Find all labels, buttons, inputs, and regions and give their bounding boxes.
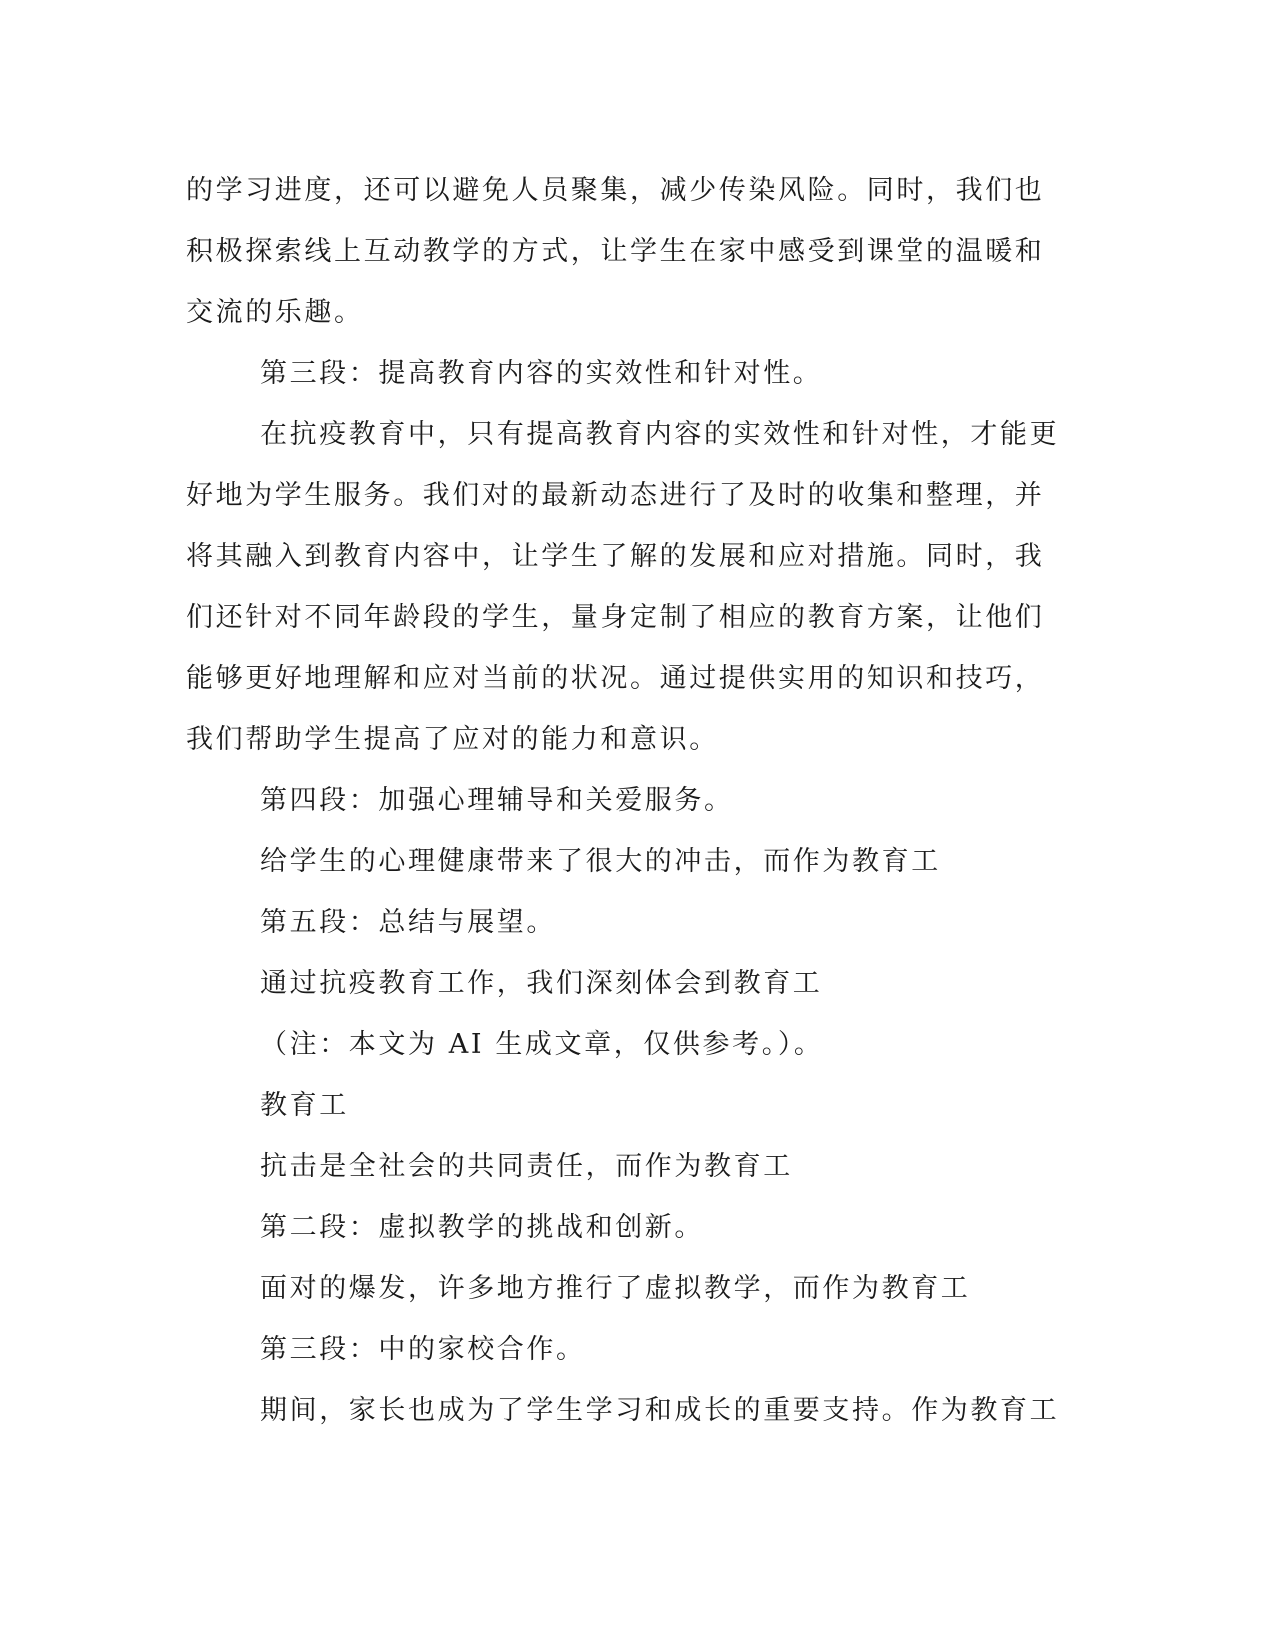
paragraph-line: 抗击是全社会的共同责任，而作为教育工 [260, 1151, 793, 1182]
paragraph-line: 教育工 [260, 1090, 349, 1121]
document-body [186, 160, 1066, 1441]
section-heading-2: 第二段：虚拟教学的挑战和创新。 [260, 1212, 704, 1243]
note-line: （注：本文为 AI 生成文章，仅供参考。）。 [260, 1029, 824, 1060]
paragraph-body: 在抗疫教育中，只有提高教育内容的实效性和针对性，才能更好地为学生服务。我们对的最新动态进行了及时的收集和整理，并将其融入到教育内容中，让学生了解的发展和应对措施。同时，我们还针对不同年龄段的学生，量身定制了相应的教育方案，让他们能够更好地理解和应对当前的状况。通过提供实用的知识和技巧，我们帮助学生提高了应对的能力和意识。 [186, 419, 1060, 755]
section-heading-3b: 第三段：中的家校合作。 [260, 1334, 586, 1365]
section-heading-3: 第三段：提高教育内容的实效性和针对性。 [260, 358, 823, 389]
section-heading-4: 第四段：加强心理辅导和关爱服务。 [260, 785, 734, 816]
paragraph-line: 给学生的心理健康带来了很大的冲击，而作为教育工 [260, 846, 941, 877]
paragraph-line: 通过抗疫教育工作，我们深刻体会到教育工 [260, 968, 823, 999]
paragraph-line: 面对的爆发，许多地方推行了虚拟教学，而作为教育工 [260, 1273, 971, 1304]
section-heading-5: 第五段：总结与展望。 [260, 907, 556, 938]
paragraph-continuation: 的学习进度，还可以避免人员聚集，减少传染风险。同时，我们也积极探索线上互动教学的方式，让学生在家中感受到课堂的温暖和交流的乐趣。 [186, 175, 1045, 328]
paragraph-line: 期间，家长也成为了学生学习和成长的重要支持。作为教育工 [260, 1395, 1060, 1426]
